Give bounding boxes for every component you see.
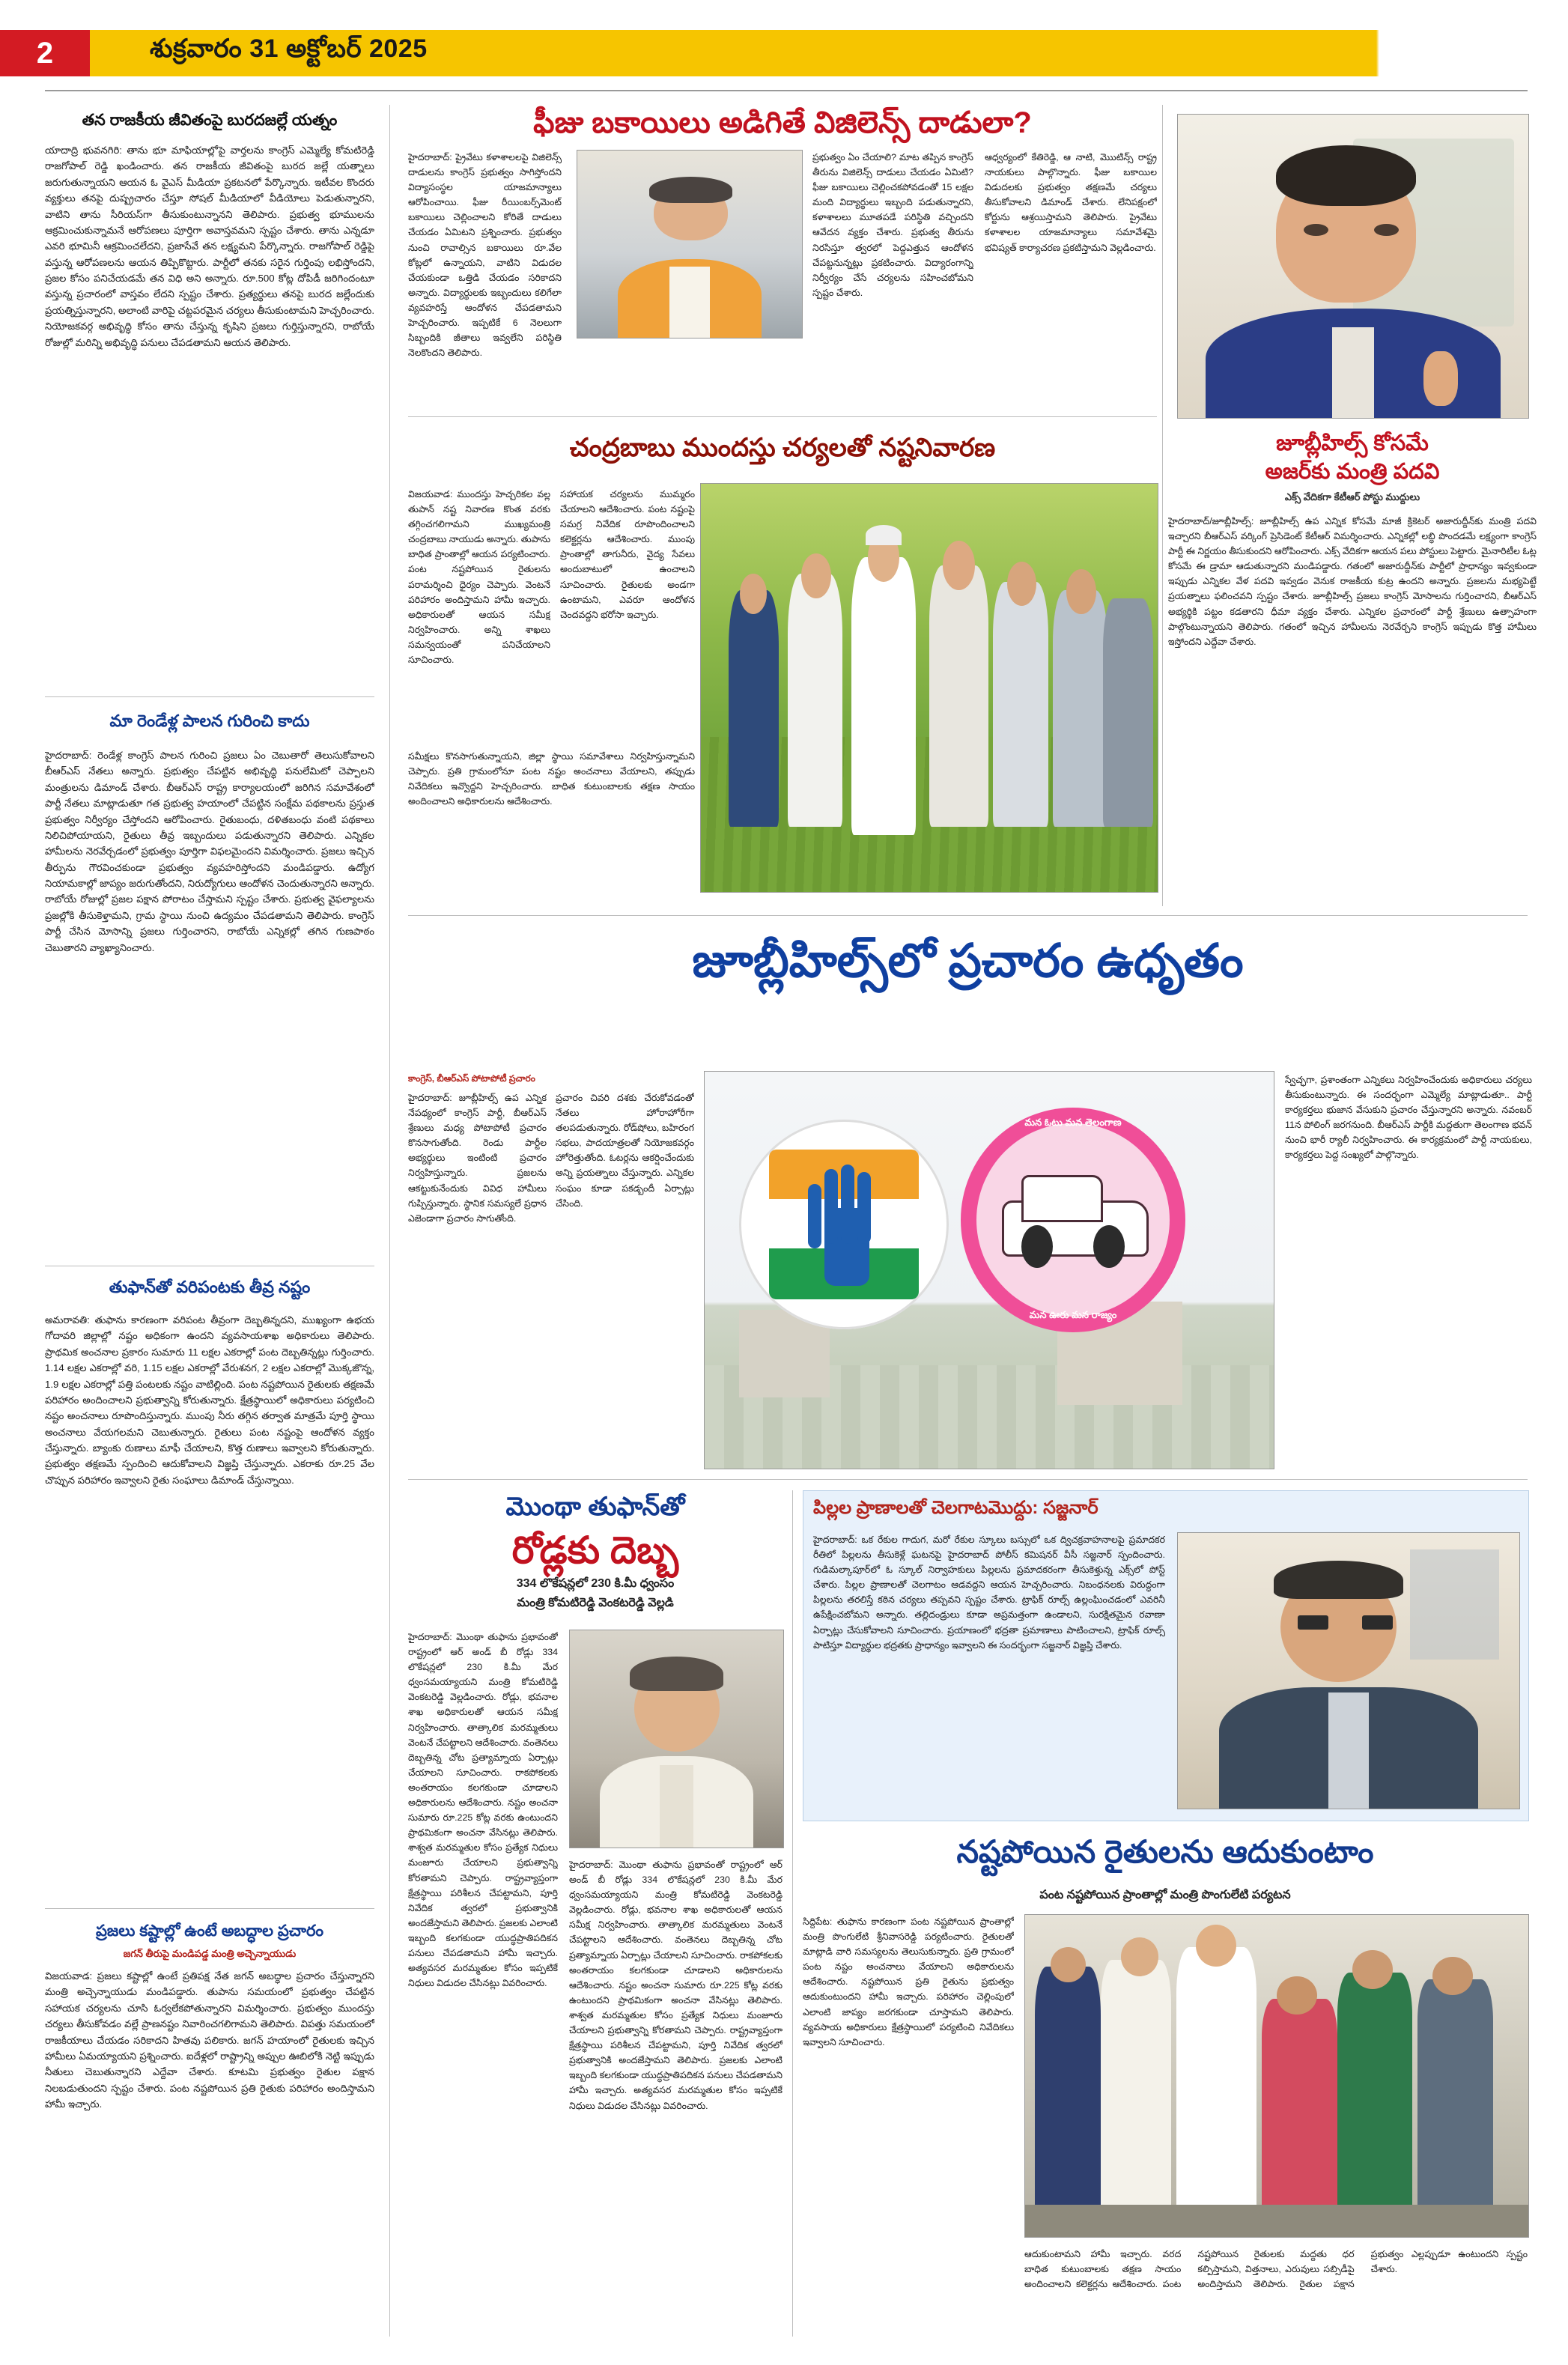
body-a4-col1: విజయవాడ: ముందస్తు హెచ్చరికల వల్ల తుపాన్ నష్ట నివారణ కొంత వరకు తగ్గించగలిగామని ముఖ్యమంత్రి చంద్రబాబు నాయుడు అన్నారు. తుపాను బాధిత ప్రాంతాల్లో ఆయన పర్యటించారు. పంట నష్టపోయిన రైతులను పరామర్శించి ధైర్యం చెప్పారు. వెంటనే పరిహారం అందిస్తామని హామీ ఇచ్చారు. అధికారులతో ఆయన సమీక్ష నిర్వహించారు. అన్ని శాఖలు సమన్వయంతో పనిచేయాలని సూచించారు. — [408, 489, 550, 666]
headline-a9-line1: మొంథా తుఫాన్‌తో — [505, 1493, 685, 1521]
photo-ktr — [1177, 114, 1529, 419]
masthead — [0, 30, 1568, 76]
top-rule — [45, 90, 1528, 91]
body-a8-col1: హైదరాబాద్: జూబ్లీహిల్స్ ఉప ఎన్నిక నేపథ్యంలో కాంగ్రెస్ పార్టీ, బీఆర్ఎస్ శ్రేణులు మధ్య పోటాపోటీ ప్రచారం కొనసాగుతోంది. రెండు పార్టీల అభ్యర్థులు ఇంటింటి ప్రచారం నిర్వహిస్తున్నారు. ప్రజలను ఆకట్టుకునేందుకు వివిధ హామీలు గుప్పిస్తున్నారు. స్థానిక సమస్యలే ప్రధాన ఎజెండాగా ప్రచారం సాగుతోంది. — [408, 1093, 547, 1224]
page-number: 2 — [36, 36, 54, 70]
divider-6 — [408, 1479, 1528, 1480]
body-a4-col3: సమీక్షలు కొనసాగుతున్నాయని, జిల్లా స్థాయి సమావేశాలు నిర్వహిస్తున్నామని చెప్పారు. ప్రతి గ్రామంలోనూ పంట నష్టం అంచనాలు వేయాలని, తప్పుడు నివేదికలు ఇవ్వొద్దని హెచ్చరించారు. బాధిత కుటుంబాలకు తక్షణ సాయం అందించాలని అధికారులను ఆదేశించారు. — [408, 751, 695, 807]
divider-3 — [45, 1908, 374, 1909]
divider-1 — [45, 696, 374, 697]
headline-a6: తుఫాన్‌తో వరిపంటకు తీవ్ర నష్టం — [109, 1278, 311, 1296]
body-a4-col2: సహాయక చర్యలను ముమ్మరం చేయాలని ఆదేశించారు. పంట నష్టంపై సమగ్ర నివేదిక రూపొందించాలని కలెక్టర్లను ఆదేశించారు. ముంపు ప్రాంతాల్లో తాగునీరు, వైద్య సేవలు అందుబాటులో ఉంచాలని సూచించారు. రైతులకు అండగా ఉంటామని, ఎవరూ ఆందోళన చెందవద్దని భరోసా ఇచ్చారు. — [560, 489, 695, 620]
body-a3: హైదరాబాద్: రెండేళ్ల కాంగ్రెస్ పాలన గురించి ప్రజలు ఏం చెబుతారో తెలుసుకోవాలని బీఆర్ఎస్ నేతలు అన్నారు. ప్రభుత్వం చేపట్టిన అభివృద్ధి పనులేమిటో చెప్పాలని మంత్రులను డిమాండ్ చేశారు. బీఆర్ఎస్ రాష్ట్ర కార్యాలయంలో జరిగిన సమావేశంలో పార్టీ నేతలు మాట్లాడుతూ గత ప్రభుత్వ హయాంలో చేపట్టిన సంక్షేమ పథకాలను ప్రస్తుత ప్రభుత్వం నిర్వీర్యం చేస్తోందని ఆరోపించారు. రైతుబంధు, దళితబంధు వంటి పథకాలు నిలిచిపోయాయని, రైతులు తీవ్ర ఇబ్బందులు పడుతున్నారని తెలిపారు. ఎన్నికల హామీలను నెరవేర్చడంలో ప్రభుత్వం పూర్తిగా విఫలమైందని విమర్శించారు. ప్రజలు ఇచ్చిన తీర్పును గౌరవించకుండా ప్రభుత్వం వ్యవహరిస్తోందని మండిపడ్డారు. ఉద్యోగ నియామకాల్లో జాప్యం జరుగుతోందని, నిరుద్యోగులు ఆందోళన చెందుతున్నారని అన్నారు. రాబోయే రోజుల్లో ప్రజల పక్షాన పోరాటం చేస్తామని స్పష్టం చేశారు. ప్రభుత్వ వైఫల్యాలను ప్రజల్లోకి తీసుకెళ్తామని, గ్రామ స్థాయి నుంచి ఉద్యమం చేపడతామని తెలిపారు. కాంగ్రెస్ పార్టీ చేసిన మోసాన్ని ప్రజలు గుర్తించారని, రాబోయే ఎన్నికల్లో తగిన గుణపాఠం చెబుతారని వ్యాఖ్యానించారు. — [45, 750, 374, 953]
body-a1: యాదాద్రి భువనగిరి: తాను భూ మాఫియాల్లోపై వార్తలను కాంగ్రెస్ ఎమ్మెల్యే కోమటిరెడ్డి రాజగోపాల్ రెడ్డి ఖండించారు. తన రాజకీయ జీవితంపై బురద జల్లే యత్నాలు జరుగుతున్నాయని ఆయన ఓ వైఎస్ మీడియా ప్రకటనలో పేర్కొన్నారు. ఇటీవల కొందరు వ్యక్తులు తనపై దుష్ప్రచారం చేస్తూ సోషల్ మీడియాలో వీడియోలు పెడుతున్నారని, వాటిని తాను సీరియస్‌గా తీసుకుంటున్నానని తెలిపారు. ప్రభుత్వ భూములను ఆక్రమించుకున్నామనే ఆరోపణలు పూర్తిగా అవాస్తవమని స్పష్టం చేశారు. తాను ఎన్నడూ ఎవరి భూమినీ ఆక్రమించలేదని, ప్రజాసేవే తన లక్ష్యమని పేర్కొన్నారు. రాజగోపాల్ రెడ్డిపై వస్తున్న ఆరోపణలను ఆయన తిప్పికొట్టారు. పార్టీలో తనకు సరైన గుర్తింపు లభిస్తోందని, ప్రజల కోసం పనిచేయడమే తన విధి అని అన్నారు. రూ.500 కోట్ల దోపిడీ జరిగిందంటూ వస్తున్న ప్రచారంలో వాస్తవం లేదని స్పష్టం చేశారు. ప్రత్యర్థులు తనపై బురద జల్లేందుకు ప్రయత్నిస్తున్నారని, అలాంటి వారిపై చట్టపరమైన చర్యలు తీసుకుంటామని హెచ్చరించారు. నియోజకవర్గ అభివృద్ధి కోసం తాను చేస్తున్న కృషిని ప్రజలు గుర్తిస్తున్నారని, రాబోయే రోజుల్లో మరిన్ని అభివృద్ధి పనులు చేపడతామని ఆయన తెలిపారు. — [45, 145, 374, 348]
subhead-a9-2: మంత్రి కోమటిరెడ్డి వెంకటరెడ్డి వెల్లడి — [517, 1597, 674, 1609]
body-a11-col2: ఆదుకుంటామని హామీ ఇచ్చారు. వరద బాధిత కుటుంబాలకు తక్షణ సాయం అందించాలని కలెక్టర్లను ఆదేశించారు. పంట నష్టపోయిన రైతులకు మద్దతు ధర కల్పిస్తామని, విత్తనాలు, ఎరువులు సబ్సిడీపై అందిస్తామని తెలిపారు. రైతుల పక్షాన ప్రభుత్వం ఎల్లప్పుడూ ఉంటుందని స్పష్టం చేశారు. — [1024, 2249, 1528, 2290]
headline-a3: మా రెండేళ్ల పాలన గురించి కాదు — [109, 711, 310, 730]
body-a6: అమరావతి: తుఫాను కారణంగా వరిపంట తీవ్రంగా దెబ్బతిన్నదని, ముఖ్యంగా ఉభయ గోదావరి జిల్లాల్లో నష్టం అధికంగా ఉందని వ్యవసాయశాఖ అధికారులు తెలిపారు. ప్రాథమిక అంచనాల ప్రకారం సుమారు 11 లక్షల ఎకరాల్లో పంట దెబ్బతిన్నట్లు గుర్తించారు. 1.14 లక్షల ఎకరాల్లో వరి, 1.15 లక్షల ఎకరాల్లో వేరుశనగ, 2 లక్షల ఎకరాల్లో మొక్కజొన్న, 1.9 లక్షల ఎకరాల్లో పత్తి పంటలకు నష్టం వాటిల్లింది. పంట నష్టపోయిన రైతులకు తక్షణమే పరిహారం అందించాలని ప్రభుత్వాన్ని కోరుతున్నారు. క్షేత్రస్థాయిలో అధికారులు పర్యటించి నష్టం అంచనాలు రూపొందిస్తున్నారు. ముంపు నీరు తగ్గిన తర్వాత మాత్రమే పూర్తి స్థాయి అంచనాలు వేయగలమని చెబుతున్నారు. రైతులు పంట నష్టంపై ఆందోళన వ్యక్తం చేస్తున్నారు. బ్యాంకు రుణాలు మాఫీ చేయాలని, కొత్త రుణాలు ఇవ్వాలని కోరుతున్నారు. ప్రభుత్వం తక్షణమే స్పందించి ఆదుకోవాలని విజ్ఞప్తి చేస్తున్నారు. ఎకరాకు రూ.25 వేల చొప్పున పరిహారం ఇవ్వాలని రైతు సంఘాలు డిమాండ్ చేస్తున్నాయి. — [45, 1314, 374, 1486]
subhead-a11: పంట నష్టపోయిన ప్రాంతాల్లో మంత్రి పొంగులేటి పర్యటన — [1039, 1889, 1291, 1901]
divider-4 — [408, 416, 1157, 417]
column-rule-2 — [1162, 105, 1163, 906]
body-a9: హైదరాబాద్: మొంథా తుఫాను ప్రభావంతో రాష్ట్రంలో ఆర్ అండ్ బీ రోడ్లు 334 లొకేషన్లలో 230 కి.మీ మేర ధ్వంసమయ్యాయని మంత్రి కోమటిరెడ్డి వెంకటరెడ్డి వెల్లడించారు. రోడ్లు, భవనాల శాఖ అధికారులతో ఆయన సమీక్ష నిర్వహించారు. తాత్కాలిక మరమ్మతులు వెంటనే చేపట్టాలని ఆదేశించారు. వంతెనలు దెబ్బతిన్న చోట ప్రత్యామ్నాయ ఏర్పాట్లు చేయాలని సూచించారు. రాకపోకలకు అంతరాయం కలగకుండా చూడాలని అధికారులను ఆదేశించారు. నష్టం అంచనా సుమారు రూ.225 కోట్ల వరకు ఉంటుందని ప్రాథమికంగా అంచనా వేసినట్లు తెలిపారు. శాశ్వత మరమ్మతుల కోసం ప్రత్యేక నిధులు మంజూరు చేయాలని ప్రభుత్వాన్ని కోరతామని చెప్పారు. రాష్ట్రవ్యాప్తంగా క్షేత్రస్థాయి పరిశీలన చేపట్టామని, పూర్తి నివేదిక త్వరలో ప్రభుత్వానికి అందజేస్తామని తెలిపారు. ప్రజలకు ఎలాంటి ఇబ్బంది కలగకుండా యుద్ధప్రాతిపదికన పనులు చేపడతామని హామీ ఇచ్చారు. అత్యవసర మరమ్మతుల కోసం ఇప్పటికే నిధులు విడుదల చేసినట్లు వివరించారు. — [408, 1632, 558, 1989]
subhead-a9-1: 334 లొకేషన్లలో 230 కి.మీ ధ్వంసం — [516, 1577, 675, 1590]
headline-a9-line2: రోడ్లకు దెబ్బ — [511, 1529, 679, 1571]
divider-5 — [408, 915, 1528, 916]
banner-headline-a8: జూబ్లీహిల్స్‌లో ప్రచారం ఉధృతం — [692, 935, 1244, 987]
photo-campaign-logos — [704, 1071, 1274, 1469]
body-a2-col3: ఆధ్వర్యంలో కేతిరెడ్డి, ఆ నాటి, మెుుటిన్స్ రాష్ట్ర నాయకులు పాల్గొన్నారు. ఫీజు బకాయిల విడుదలకు ప్రభుత్వం తక్షణమే చర్యలు తీసుకోవాలని డిమాండ్ చేశారు. లేనిపక్షంలో కోర్టును ఆశ్రయిస్తామని తెలిపారు. ప్రైవేటు కళాశాలల యాజమాన్యాలు సమావేశమై భవిష్యత్ కార్యాచరణ ప్రకటిస్తామని వెల్లడించారు. — [985, 152, 1157, 253]
headline-a2: ఫీజు బకాయిలు అడిగితే విజిలెన్స్ దాడులా? — [533, 106, 1032, 139]
photo-police-commissioner — [1177, 1532, 1520, 1809]
column-rule-1 — [389, 105, 390, 2337]
body-a8-col2: ప్రచారం చివరి దశకు చేరుకోవడంతో నేతలు హోరాహోరీగా తలపడుతున్నారు. రోడ్‌షోలు, బహిరంగ సభలు, పాదయాత్రలతో నియోజకవర్గం హోరెత్తుతోంది. ఓటర్లను ఆకర్షించేందుకు అన్ని ప్రయత్నాలు చేస్తున్నారు. ఎన్నికల సంఘం కూడా పకడ్బందీ ఏర్పాట్లు చేసింది. — [556, 1093, 694, 1209]
caption-a8: కాంగ్రెస్, బీఆర్ఎస్ పోటాపోటీ ప్రచారం — [408, 1073, 535, 1084]
body-a2-col2: ప్రభుత్వం ఏం చేయాలి? మాట తప్పిన కాంగ్రెస్ తీరును విజిలెన్స్ దాడులు చేయడం ఏమిటి? ఫీజు బకాయిలు చెల్లించకపోవడంతో 15 లక్షల మంది విద్యార్థులు ఇబ్బంది పడుతున్నారని, కళాశాలలు మూతపడే పరిస్థితి వచ్చిందని ఆవేదన వ్యక్తం చేశారు. ప్రభుత్వ తీరును నిరసిస్తూ త్వరలో పెద్దఎత్తున ఆందోళన చేపట్టనున్నట్లు ప్రకటించారు. విద్యారంగాన్ని నిర్వీర్యం చేసే చర్యలను సహించబోమని స్పష్టం చేశారు. — [812, 152, 973, 298]
column-rule-3 — [792, 1490, 793, 2337]
photo-minister-farmers — [1024, 1914, 1529, 2238]
body-a9-cont: హైదరాబాద్: మొంథా తుఫాను ప్రభావంతో రాష్ట్రంలో ఆర్ అండ్ బీ రోడ్లు 334 లొకేషన్లలో 230 కి.మీ మేర ధ్వంసమయ్యాయని మంత్రి కోమటిరెడ్డి వెంకటరెడ్డి వెల్లడించారు. రోడ్లు, భవనాల శాఖ అధికారులతో ఆయన సమీక్ష నిర్వహించారు. తాత్కాలిక మరమ్మతులు వెంటనే చేపట్టాలని ఆదేశించారు. వంతెనలు దెబ్బతిన్న చోట ప్రత్యామ్నాయ ఏర్పాట్లు చేయాలని సూచించారు. రాకపోకలకు అంతరాయం కలగకుండా చూడాలని అధికారులను ఆదేశించారు. నష్టం అంచనా సుమారు రూ.225 కోట్ల వరకు ఉంటుందని ప్రాథమికంగా అంచనా వేసినట్లు తెలిపారు. శాశ్వత మరమ్మతుల కోసం ప్రత్యేక నిధులు మంజూరు చేయాలని ప్రభుత్వాన్ని కోరతామని చెప్పారు. రాష్ట్రవ్యాప్తంగా క్షేత్రస్థాయి పరిశీలన చేపట్టామని, పూర్తి నివేదిక త్వరలో ప్రభుత్వానికి అందజేస్తామని తెలిపారు. ప్రజలకు ఎలాంటి ఇబ్బంది కలగకుండా యుద్ధప్రాతిపదికన పనులు చేపడతామని హామీ ఇచ్చారు. అత్యవసర మరమ్మతుల కోసం ఇప్పటికే నిధులు విడుదల చేసినట్లు వివరించారు. — [569, 1859, 783, 2111]
headline-a11: నష్టపోయిన రైతులను ఆదుకుంటాం — [956, 1834, 1374, 1869]
headline-a4: చంద్రబాబు ముందస్తు చర్యలతో నష్టనివారణ — [569, 434, 996, 462]
body-a11-col1: సిద్దిపేట: తుఫాను కారణంగా పంట నష్టపోయిన ప్రాంతాల్లో మంత్రి పొంగులేటి శ్రీనివాసరెడ్డి పర్యటించారు. రైతులతో మాట్లాడి వారి సమస్యలను తెలుసుకున్నారు. ప్రతి గ్రామంలో పంట నష్టం అంచనాలు వేయాలని అధికారులను ఆదేశించారు. నష్టపోయిన ప్రతి రైతును ప్రభుత్వం ఆదుకుంటుందని హామీ ఇచ్చారు. పరిహారం చెల్లింపులో ఎలాంటి జాప్యం జరగకుండా చూస్తామని తెలిపారు. వ్యవసాయ అధికారులు క్షేత్రస్థాయిలో పర్యటించి నివేదికలు ఇవ్వాలని సూచించారు. — [803, 1916, 1014, 2047]
headline-a7: ప్రజలు కష్టాల్లో ఉంటే అబద్ధాల ప్రచారం — [95, 1922, 324, 1940]
byline-a5: ఎక్స్ వేదికగా కేటీఆర్ పోస్టు ముద్దులు — [1284, 491, 1420, 503]
body-a8-col3: స్వేచ్ఛగా, ప్రశాంతంగా ఎన్నికలు నిర్వహించేందుకు అధికారులు చర్యలు తీసుకుంటున్నారు. ఈ సందర్భంగా ఎమ్మెల్యే మాట్లాడుతూ.. పార్టీ కార్యకర్తలు భుజాన వేసుకుని ప్రచారం చేస్తున్నారని అన్నారు. నవంబర్ 11న పోలింగ్ జరగనుంది. బీఆర్ఎస్ పార్టీకి మద్దతుగా తెలంగాణ భవన్ నుంచి భారీ ర్యాలీ నిర్వహించారు. ఈ కార్యక్రమంలో పార్టీ నాయకులు, కార్యకర్తలు పెద్ద సంఖ్యలో పాల్గొన్నారు. — [1285, 1075, 1532, 1161]
photo-cm-field-visit — [700, 483, 1158, 893]
headline-a1: తన రాజకీయ జీవితంపై బురదజల్లే యత్నం — [82, 112, 338, 129]
photo-minister-komatireddy — [569, 1630, 784, 1848]
body-a2-col1: హైదరాబాద్: ప్రైవేటు కళాశాలలపై విజిలెన్స్ దాడులను కాంగ్రెస్ ప్రభుత్వం సాగిస్తోందని విద్యాసంస్థల యాజమాన్యాలు ఆరోపించాయి. ఫీజు రీయింబర్స్‌మెంట్ బకాయిలు చెల్లించాలని కోరితే దాడులు చేయడం ఏమిటని ప్రశ్నించారు. ప్రభుత్వం నుంచి రావాల్సిన బకాయిలు రూ.వేల కోట్లలో ఉన్నాయని, వాటిని విడుదల చేయకుండా ఒత్తిడి చేయడం సరికాదని అన్నారు. విద్యార్థులకు ఇబ్బందులు కలిగేలా వ్యవహరిస్తే ఆందోళన చేపడతామని హెచ్చరించారు. ఇప్పటికే 6 నెలలుగా సిబ్బందికి జీతాలు ఇవ్వలేని పరిస్థితి నెలకొందని తెలిపారు. — [408, 152, 562, 359]
congress-logo — [739, 1120, 949, 1329]
masthead-date: శుక్రవారం 31 అక్టోబర్ 2025 — [150, 34, 428, 63]
headline-a10: పిల్లల ప్రాణాలతో చెలగాటమొద్దు: సజ్జనార్ — [813, 1498, 1098, 1518]
body-a10: హైదరాబాద్: ఒక రేకుల గాదుగ, మరో రేకుల స్కూలు బస్సులో ఒక ద్విచక్రవాహనాలపై ప్రమాదకర రీతిలో పిల్లలను తీసుకెళ్లే ఘటనపై హైదరాబాద్ పోలీస్ కమిషనర్ వీసీ సజ్జనార్ స్పందించారు. గుడిమల్కాపూర్‌లో ఓ స్కూల్ నిర్వాహకులు పిల్లలను ప్రమాదకరంగా తీసుకెళ్తున్న ఎక్స్‌లో పోస్ట్ చేశారు. పిల్లల ప్రాణాలతో చెలగాటం ఆడవద్దని ఆయన హెచ్చరించారు. నిబంధనలకు విరుద్ధంగా పిల్లలను తరలిస్తే కఠిన చర్యలు తప్పవని స్పష్టం చేశారు. ట్రాఫిక్ రూల్స్ ఉల్లంఘించడంలో ఎవరినీ ఉపేక్షించబోమని అన్నారు. తల్లిదండ్రులు కూడా అప్రమత్తంగా ఉండాలని, సురక్షితమైన రవాణా ఏర్పాట్లు చేసుకోవాలని సూచించారు. ప్రయాణంలో భద్రతా ప్రమాణాలు పాటించాలని, ట్రాఫిక్ రూల్స్ పాటిస్తూ విద్యార్థుల భద్రతకు ప్రాధాన్యం ఇవ్వాలని ఈ సందర్భంగా సజ్జనార్ విజ్ఞప్తి చేశారు. — [813, 1534, 1165, 1651]
body-a7: విజయవాడ: ప్రజలు కష్టాల్లో ఉంటే ప్రతిపక్ష నేత జగన్ అబద్ధాల ప్రచారం చేస్తున్నారని మంత్రి అచ్చెన్నాయుడు మండిపడ్డారు. తుపాను సమయంలో ప్రభుత్వం చేపట్టిన సహాయక చర్యలను చూసి ఓర్వలేకపోతున్నారని విమర్శించారు. ప్రభుత్వం ముందస్తు చర్యలు తీసుకోవడం వల్లే ప్రాణనష్టం నివారించగలిగామని తెలిపారు. విపత్తు సమయంలో రాజకీయాలు చేయడం సరికాదని హితవు పలికారు. జగన్ హయాంలో రైతులకు ఇచ్చిన హామీలు ఏమయ్యాయని ప్రశ్నించారు. ఐదేళ్లలో రాష్ట్రాన్ని అప్పుల ఊబిలోకి నెట్టి ఇప్పుడు నీతులు చెబుతున్నారని ఎద్దేవా చేశారు. కూటమి ప్రభుత్వం రైతుల పక్షాన నిలబడుతుందని స్పష్టం చేశారు. పంట నష్టపోయిన ప్రతి రైతుకు పరిహారం అందిస్తామని హామీ ఇచ్చారు. — [45, 1970, 374, 2110]
subhead-a7: జగన్ తీరుపై మండిపడ్డ మంత్రి అచ్చెన్నాయుడు — [123, 1948, 297, 1959]
headline-a5-line2: అజర్‌కు మంత్రి పదవి — [1265, 460, 1440, 484]
headline-a5-line1: జూబ్లీహిల్స్ కోసమే — [1276, 431, 1429, 455]
photo-leader-portrait — [577, 150, 803, 338]
masthead-tail — [1273, 30, 1568, 76]
body-a5: హైదరాబాద్/జూబ్లీహిల్స్: జూబ్లీహిల్స్ ఉప ఎన్నిక కోసమే మాజీ క్రికెటర్ అజారుద్దీన్‌కు మంత్రి పదవి ఇచ్చారని బీఆర్ఎస్ వర్కింగ్ ప్రెసిడెంట్ కేటీఆర్ విమర్శించారు. ఎన్నికల్లో లబ్ధి పొందడమే లక్ష్యంగా కాంగ్రెస్ పార్టీ ఈ నిర్ణయం తీసుకుందని ఆరోపించారు. ఎక్స్ వేదికగా ఆయన పలు పోస్టులు పెట్టారు. మైనారిటీల ఓట్ల కోసమే ఈ డ్రామా ఆడుతున్నారని మండిపడ్డారు. గతంలో అజారుద్దీన్‌కు పార్టీలో ప్రాధాన్యం ఇవ్వకుండా ఇప్పుడు ఎన్నికల వేళ పదవి ఇవ్వడం వెనుక రాజకీయ కుట్ర ఉందని అన్నారు. ప్రజలను మభ్యపెట్టే ప్రయత్నాలు ఫలించవని స్పష్టం చేశారు. జూబ్లీహిల్స్ ప్రజలు కాంగ్రెస్ మోసాలను గుర్తించారని, బీఆర్ఎస్ అభ్యర్థికి పట్టం కడతారని ధీమా వ్యక్తం చేశారు. ఎన్నికల ప్రచారంలో పార్టీ శ్రేణులు ఉత్సాహంగా పాల్గొంటున్నాయని తెలిపారు. గతంలో ఇచ్చిన హామీలను నెరవేర్చని కాంగ్రెస్ ఇప్పుడు కొత్త హామీలు ఇస్తోందని ఎద్దేవా చేశారు. — [1168, 516, 1537, 647]
car-symbol-logo: మన ఓటు మన తెలంగాణ మన ఊరు మన రాజ్యం — [961, 1108, 1185, 1332]
